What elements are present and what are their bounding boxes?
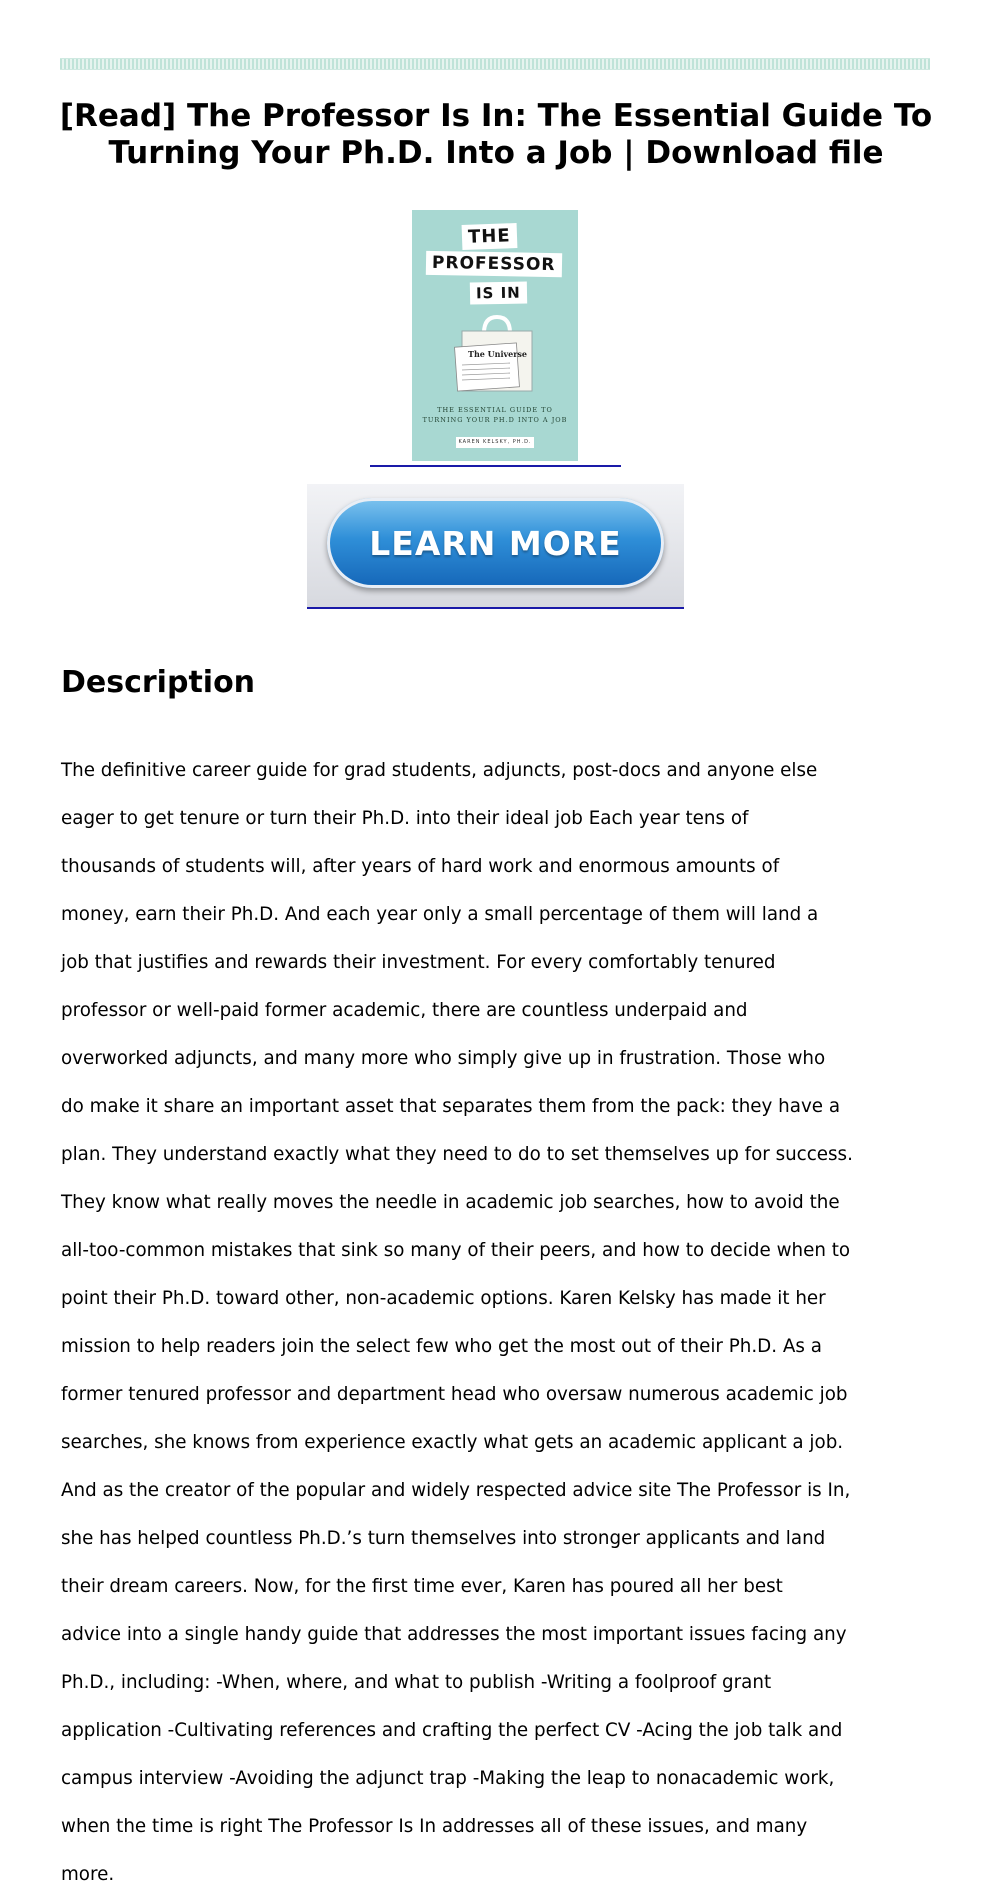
description-line: when the time is right The Professor Is In addresses all of these issues, and many: [61, 1816, 808, 1837]
page-title: [Read] The Professor Is In: The Essential Guide To Turning Your Ph.D. Into a Job | Download file: [59, 98, 933, 171]
description-line: do make it share an important asset that separates them from the pack: they have a: [61, 1096, 841, 1117]
cover-author: KAREN KELSKY, PH.D.: [456, 437, 534, 448]
newspaper-masthead: The Universe: [468, 349, 528, 359]
description-line: searches, she knows from experience exactly what gets an academic applicant a job.: [61, 1432, 844, 1453]
learn-more-label: LEARN MORE: [369, 523, 622, 563]
description-text: [61, 735, 941, 1887]
description-line: application -Cultivating references and crafting the perfect CV -Acing the job talk and: [61, 1720, 843, 1741]
description-line: she has helped countless Ph.D.’s turn themselves into stronger applicants and land: [61, 1528, 826, 1549]
book-cover-link[interactable]: [370, 210, 621, 467]
description-heading: Description: [61, 665, 256, 700]
description-line: their dream careers. Now, for the first time ever, Karen has poured all her best: [61, 1576, 783, 1597]
shopping-bag-illustration: [454, 315, 540, 397]
description-line: mission to help readers join the select few who get the most out of their Ph.D. As a: [61, 1336, 822, 1357]
header-rule: [60, 58, 930, 70]
description-line: Ph.D., including: -When, where, and what to publish -Writing a foolproof grant: [61, 1672, 772, 1693]
description-line: thousands of students will, after years of hard work and enormous amounts of: [61, 856, 780, 877]
cover-title-line-1: THE: [462, 223, 517, 250]
description-line: point their Ph.D. toward other, non-academic options. Karen Kelsky has made it her: [61, 1288, 826, 1309]
learn-more-button[interactable]: [327, 498, 664, 588]
description-line: job that justifies and rewards their investment. For every comfortably tenured: [61, 952, 776, 973]
description-line: money, earn their Ph.D. And each year only a small percentage of them will land a: [61, 904, 819, 925]
description-line: former tenured professor and department head who oversaw numerous academic job: [61, 1384, 848, 1405]
description-line: overworked adjuncts, and many more who simply give up in frustration. Those who: [61, 1048, 826, 1069]
description-line: campus interview -Avoiding the adjunct trap -Making the leap to nonacademic work,: [61, 1768, 835, 1789]
cover-title-line-3: IS IN: [470, 282, 527, 305]
description-line: advice into a single handy guide that addresses the most important issues facing any: [61, 1624, 847, 1645]
description-line: professor or well-paid former academic, there are countless underpaid and: [61, 1000, 748, 1021]
description-line: And as the creator of the popular and widely respected advice site The Professor is In,: [61, 1480, 851, 1501]
description-line: eager to get tenure or turn their Ph.D. into their ideal job Each year tens of: [61, 808, 749, 829]
cover-subtitle: THE ESSENTIAL GUIDE TO TURNING YOUR PH.D INTO A JOB: [422, 406, 568, 424]
description-line: The definitive career guide for grad students, adjuncts, post-docs and anyone else: [61, 760, 818, 781]
book-cover-image: [412, 210, 578, 461]
description-line: They know what really moves the needle in academic job searches, how to avoid the: [61, 1192, 840, 1213]
description-line: more.: [61, 1864, 115, 1885]
cover-title-line-2: PROFESSOR: [426, 251, 562, 277]
description-line: plan. They understand exactly what they need to do to set themselves up for success.: [61, 1144, 853, 1165]
learn-more-link[interactable]: [307, 484, 684, 609]
description-line: all-too-common mistakes that sink so many of their peers, and how to decide when to: [61, 1240, 851, 1261]
